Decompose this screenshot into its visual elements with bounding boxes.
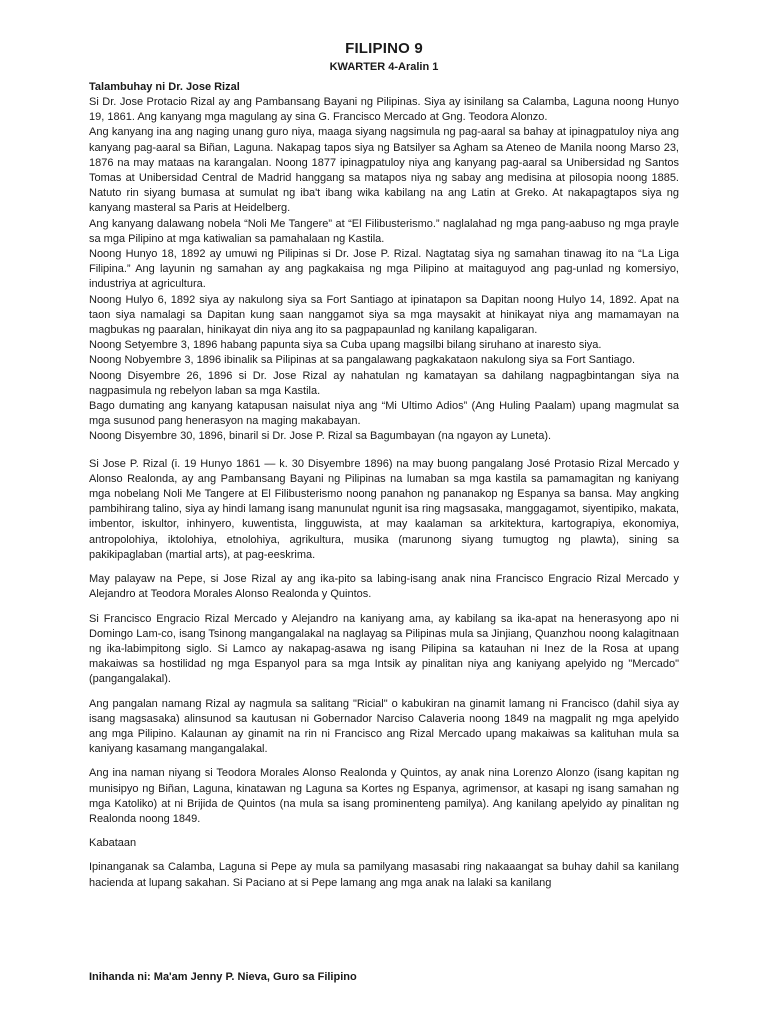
- biography-section: [89, 80, 679, 445]
- biography-heading: Talambuhay ni Dr. Jose Rizal: [89, 81, 240, 93]
- document-page: [89, 40, 679, 900]
- bio-paragraph: Noong Hulyo 6, 1892 siya ay nakulong siya sa Fort Santiago at ipinatapon sa Dapitan noong Hulyo 14, 1892. Apat na taon siya namalagi sa Dapitan kung saan nanggamot siya sa mga maysakit at hinikayat niya ang mamamayan na magbukas ng paaralan, hinikayat din niya ang ito sa pagpapaunlad ng kanilang kapaligaran.: [89, 293, 679, 337]
- bio-paragraph: Bago dumating ang kanyang katapusan naisulat niya ang “Mi Ultimo Adios” (Ang Huling Paalam) upang magmulat sa mga susunod pang henerasyon na maging makabayan.: [89, 400, 679, 428]
- bio-paragraph: Si Dr. Jose Protacio Rizal ay ang Pambansang Bayani ng Pilipinas. Siya ay isinilang sa Calamba, Laguna noong Hunyo 19, 1861. Ang kanyang mga magulang ay sina G. Francisco Mercado at Gng. Teodora Alonzo.: [89, 96, 679, 124]
- wiki-paragraph: May palayaw na Pepe, si Jose Rizal ay ang ika-pito sa labing-isang anak nina Francisco Engracio Rizal Mercado y Alejandro at Teodora Morales Alonso Realonda y Quintos.: [89, 573, 679, 601]
- document-subtitle: KWARTER 4-Aralin 1: [329, 61, 439, 73]
- wiki-paragraph: Ipinanganak sa Calamba, Laguna si Pepe ay mula sa pamilyang masasabi ring nakaaangat sa buhay dahil sa kanilang hacienda at lupang sakahan. Si Paciano at si Pepe lamang ang mga anak na lalaki sa kanilang: [89, 861, 679, 889]
- extended-biography-section: [89, 457, 679, 891]
- wiki-paragraph: Si Jose P. Rizal (i. 19 Hunyo 1861 — k. 30 Disyembre 1896) na may buong pangalang José Protasio Rizal Mercado y Alonso Realonda, ay ang Pambansang Bayani ng Pilipinas na lumaban sa mga kastila sa pamamagitan ng kaniyang mga nobelang Noli Me Tangere at El Filibusterismo noong panahon ng pananakop ng Espanya sa bansa. May angking pambihirang talino, siya ay hindi lamang isang manunulat ngunit isa ring magsasaka, manggagamot, siyentipiko, makata, imbentor, iskultor, inhinyero, kuwentista, lingguwista, at may kaalaman sa arkitektura, kartograpiya, ekonomiya, antropolohiya, iktolohiya, etnolohiya, agrikultura, musika (marunong siyang tumugtog ng plawta), sining sa pakikipaglaban (martial arts), at pag-eeskrima.: [89, 457, 679, 561]
- kabataan-heading: Kabataan: [89, 837, 137, 850]
- wiki-paragraph: Ang ina naman niyang si Teodora Morales Alonso Realonda y Quintos, ay anak nina Lorenzo Alonzo (isang kapitan ng munisipyo ng Biñan, Laguna, kinatawan ng Laguna sa Kortes ng Espanya, agrimensor, at kasapi ng isang samahan ng mga Katoliko) at ni Brijida de Quintos (na mula sa isang prominenteng pamilya). Ang kanilang apelyido ay pinalitan ng Realonda noong 1849.: [89, 767, 679, 825]
- bio-paragraph: Ang kanyang ina ang naging unang guro niya, maaga siyang nagsimula ng pag-aaral sa bahay at ipinagpatuloy niya ang kanyang pag-aaral sa Biñan, Laguna. Nakapag tapos siya ng Batsilyer sa Agham sa Ateneo de Manila noong Marso 23, 1876 na may mataas na karangalan. Noong 1877 ipinagpatuloy niya ang kanyang pag-aaral sa Unibersidad ng Santos Tomas at Unibersidad Central de Madrid hanggang sa matapos niya ng sabay ang medisina at pilosopia noong 1885. Natuto rin siyang bumasa at sumulat ng iba't ibang wika kabilang na ang Latin at Greko. At nakapagtapos siya ng kanyang masteral sa Paris at Heidelberg.: [89, 126, 679, 215]
- prepared-by-footer: Inihanda ni: Ma'am Jenny P. Nieva, Guro sa Filipino: [89, 971, 357, 983]
- bio-paragraph: Noong Setyembre 3, 1896 habang papunta siya sa Cuba upang magsilbi bilang siruhano at inaresto siya.: [89, 339, 602, 352]
- document-title: FILIPINO 9: [345, 40, 423, 57]
- wiki-paragraph: Si Francisco Engracio Rizal Mercado y Alejandro na kaniyang ama, ay kabilang sa ika-apat na henerasyong apo ni Domingo Lam-co, isang Tsinong mangangalakal na naglayag sa Pilipinas mula sa Jinjiang, Quanzhou noong kalagitnaan ng ika-labimpitong siglo. Si Lamco ay nakapag-asawa ng isang Pilipina sa katauhan ni Inez de la Rosa at upang makaiwas sa hostilidad ng mga Espanyol para sa mga Intsik ay pinalitan niya ang kaniyang apelyido ng "Mercado" (pangangalakal).: [89, 612, 679, 686]
- wiki-paragraph: Ang pangalan namang Rizal ay nagmula sa salitang "Ricial" o kabukiran na ginamit lamang ni Francisco (dahil siya ay isang magsasaka) alinsunod sa kautusan ni Gobernador Narciso Calaveria noong 1849 na magpalit ng mga apelyido ang mga Pilipino. Kalaunan ay ginamit na rin ni Francisco ang Rizal Mercado upang makaiwas sa kalituhan mula sa kaniyang kasamang mangangalakal.: [89, 697, 679, 756]
- bio-paragraph: Ang kanyang dalawang nobela “Noli Me Tangere” at “El Filibusterismo.” naglalahad ng mga pang-aabuso ng mga prayle sa mga Pilipino at mga katiwalian sa pamahalaan ng Kastila.: [89, 217, 679, 245]
- bio-paragraph: Noong Nobyembre 3, 1896 ibinalik sa Pilipinas at sa pangalawang pagkakataon nakulong siya sa Fort Santiago.: [89, 354, 636, 367]
- bio-paragraph: Noong Hunyo 18, 1892 ay umuwi ng Pilipinas si Dr. Jose P. Rizal. Nagtatag siya ng samahan tinawag ito na “La Liga Filipina.” Ang layunin ng samahan ay ang pagkakaisa ng mga Pilipino at maitaguyod ang pag-unlad ng komersiyo, industriya at agricultura.: [89, 248, 679, 291]
- bio-paragraph: Noong Disyembre 26, 1896 si Dr. Jose Rizal ay nahatulan ng kamatayan sa dahilang nagpagbintangan siya na nagpasimula ng rebelyon laban sa mga Kastila.: [89, 369, 679, 397]
- bio-paragraph: Noong Disyembre 30, 1896, binaril si Dr. Jose P. Rizal sa Bagumbayan (na ngayon ay Luneta).: [89, 430, 552, 443]
